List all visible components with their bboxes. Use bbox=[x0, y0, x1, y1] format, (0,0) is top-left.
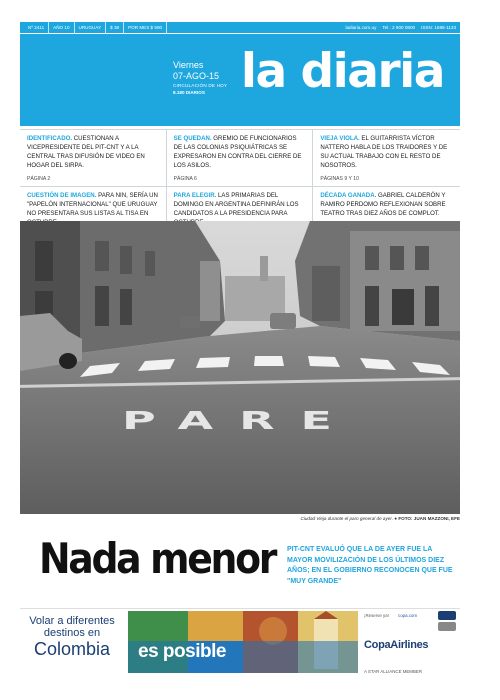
airline-logo: CopaAirlines bbox=[364, 639, 429, 651]
street-scene-image bbox=[20, 221, 460, 514]
issue-info-bar bbox=[20, 22, 460, 33]
advertisement[interactable] bbox=[20, 608, 460, 685]
teaser-text bbox=[27, 134, 160, 170]
teaser-body: GREMIO DE FUNCIONARIOS DE LAS COLONIAS PSIQUIÁTRICAS SE EXPRESARON EN CONTRA DEL CIERRE DE LOS ASILOS. bbox=[173, 135, 302, 169]
teaser-kicker: PARA ELEGIR. bbox=[173, 192, 217, 199]
masthead bbox=[20, 34, 460, 126]
road-marking-text: PARE bbox=[122, 405, 358, 436]
edition-date: 07-AGO-15 bbox=[173, 71, 220, 81]
teaser-row bbox=[20, 130, 460, 186]
teaser-body: GABRIEL CALDERÓN Y RAMIRO PERDOMO REFLEXIONAN SOBRE TEATRO TRAS DIEZ AÑOS DE COMPLOT. bbox=[320, 192, 446, 217]
ad-copy bbox=[20, 615, 124, 659]
partner-logos bbox=[438, 611, 456, 631]
caption-separator: ● bbox=[394, 516, 399, 521]
edition-date-block bbox=[173, 61, 227, 95]
teaser-kicker: CUESTIÓN DE IMAGEN. bbox=[27, 192, 97, 199]
ad-website[interactable]: copa.com bbox=[398, 613, 418, 618]
teaser-page-ref: PÁGINA 2 bbox=[27, 176, 51, 182]
ad-brand-block bbox=[364, 611, 460, 681]
main-photo bbox=[20, 221, 460, 514]
newspaper-logo: la diaria bbox=[240, 44, 444, 99]
teaser-kicker: DÉCADA GANADA. bbox=[320, 192, 377, 199]
issue-number: Nº 2411 bbox=[24, 22, 49, 33]
teaser-body: EL GUITARRISTA VÍCTOR NATTERO HABLA DE LOS TRAIDORES Y DE SU ACTUAL TRABAJO CON EL RESTO DE NOSOTROS. bbox=[320, 135, 448, 169]
teaser-kicker: IDENTIFICADO. bbox=[27, 135, 73, 142]
teaser-body: CUESTIONAN A VICEPRESIDENTE DEL PIT-CNT Y A LA CENTRAL TRAS DIFUSIÓN DE VIDEO EN HOGAR DEL SIRPA. bbox=[27, 135, 145, 169]
teaser-body: PARA NIN, SERÍA UN "PAPELÓN INTERNACIONAL" QUE URUGUAY NO PRESENTARA SUS LISTAS AL TISA EN bbox=[27, 192, 158, 217]
teaser-page-ref: PÁGINA 6 bbox=[173, 176, 197, 182]
alliance-tagline: A STAR ALLIANCE MEMBER bbox=[364, 669, 422, 674]
issue-country: URUGUAY bbox=[75, 22, 107, 33]
website-link[interactable]: ladiaria.com.uy bbox=[345, 25, 377, 30]
teaser-identificado[interactable] bbox=[20, 130, 167, 186]
phone-number: Tel.: 2 900 0800 bbox=[382, 25, 416, 30]
photo-caption bbox=[301, 516, 460, 521]
photo-credit: FOTO: JUAN MAZZONI, EFE bbox=[398, 516, 460, 521]
ad-call-to-action[interactable]: ¡Reserve ya! bbox=[364, 613, 389, 618]
teaser-kicker: VIEJA VIOLA. bbox=[320, 135, 360, 142]
partner-logo-icon bbox=[438, 622, 456, 631]
newspaper-front-page bbox=[20, 22, 460, 682]
main-headline[interactable]: Nada menor bbox=[39, 534, 276, 583]
teaser-vieja-viola[interactable] bbox=[313, 130, 460, 186]
headline-deck: PIT-CNT EVALUÓ QUE LA DE AYER FUE LA MAYOR MOVILIZACIÓN DE LOS ÚLTIMOS DIEZ AÑOS; EN EL GOBIERNO RECONOCEN QUE FUE "MUY GRANDE" bbox=[287, 546, 453, 585]
subscription-price: POR MES $ 590 bbox=[124, 22, 167, 33]
caption-text: Ciudad Vieja durante el paro general de ayer. bbox=[300, 516, 393, 521]
ad-slogan: es posible bbox=[138, 641, 226, 662]
ad-collage bbox=[128, 611, 358, 673]
issue-price: $ 38 bbox=[106, 22, 124, 33]
ad-line-1: Volar a diferentes bbox=[29, 615, 115, 627]
partner-logo-icon bbox=[438, 611, 456, 620]
teaser-se-quedan[interactable] bbox=[167, 130, 314, 186]
circulation-label: CIRCULACIÓN DE HOY bbox=[173, 83, 228, 88]
ad-line-2: destinos en bbox=[43, 627, 101, 639]
edition-day: Viernes bbox=[173, 60, 204, 70]
issue-year: AÑO 10 bbox=[49, 22, 74, 33]
issn-number: ISSN: 1688-1133 bbox=[421, 25, 456, 30]
teaser-page-ref: PÁGINAS 9 Y 10 bbox=[320, 176, 359, 182]
teaser-text bbox=[320, 191, 454, 218]
teaser-text bbox=[174, 134, 307, 170]
teaser-kicker: SE QUEDAN. bbox=[173, 135, 212, 142]
teaser-text bbox=[320, 134, 454, 170]
circulation-count: 8.180 DIARIOS bbox=[173, 89, 205, 95]
teaser-body: LAS PRIMARIAS DEL DOMINGO EN ARGENTINA DEFINIRÁN LOS CANDIDATOS A LA PRESIDENCIA PARA bbox=[173, 192, 299, 217]
ad-line-3: Colombia bbox=[33, 639, 111, 659]
